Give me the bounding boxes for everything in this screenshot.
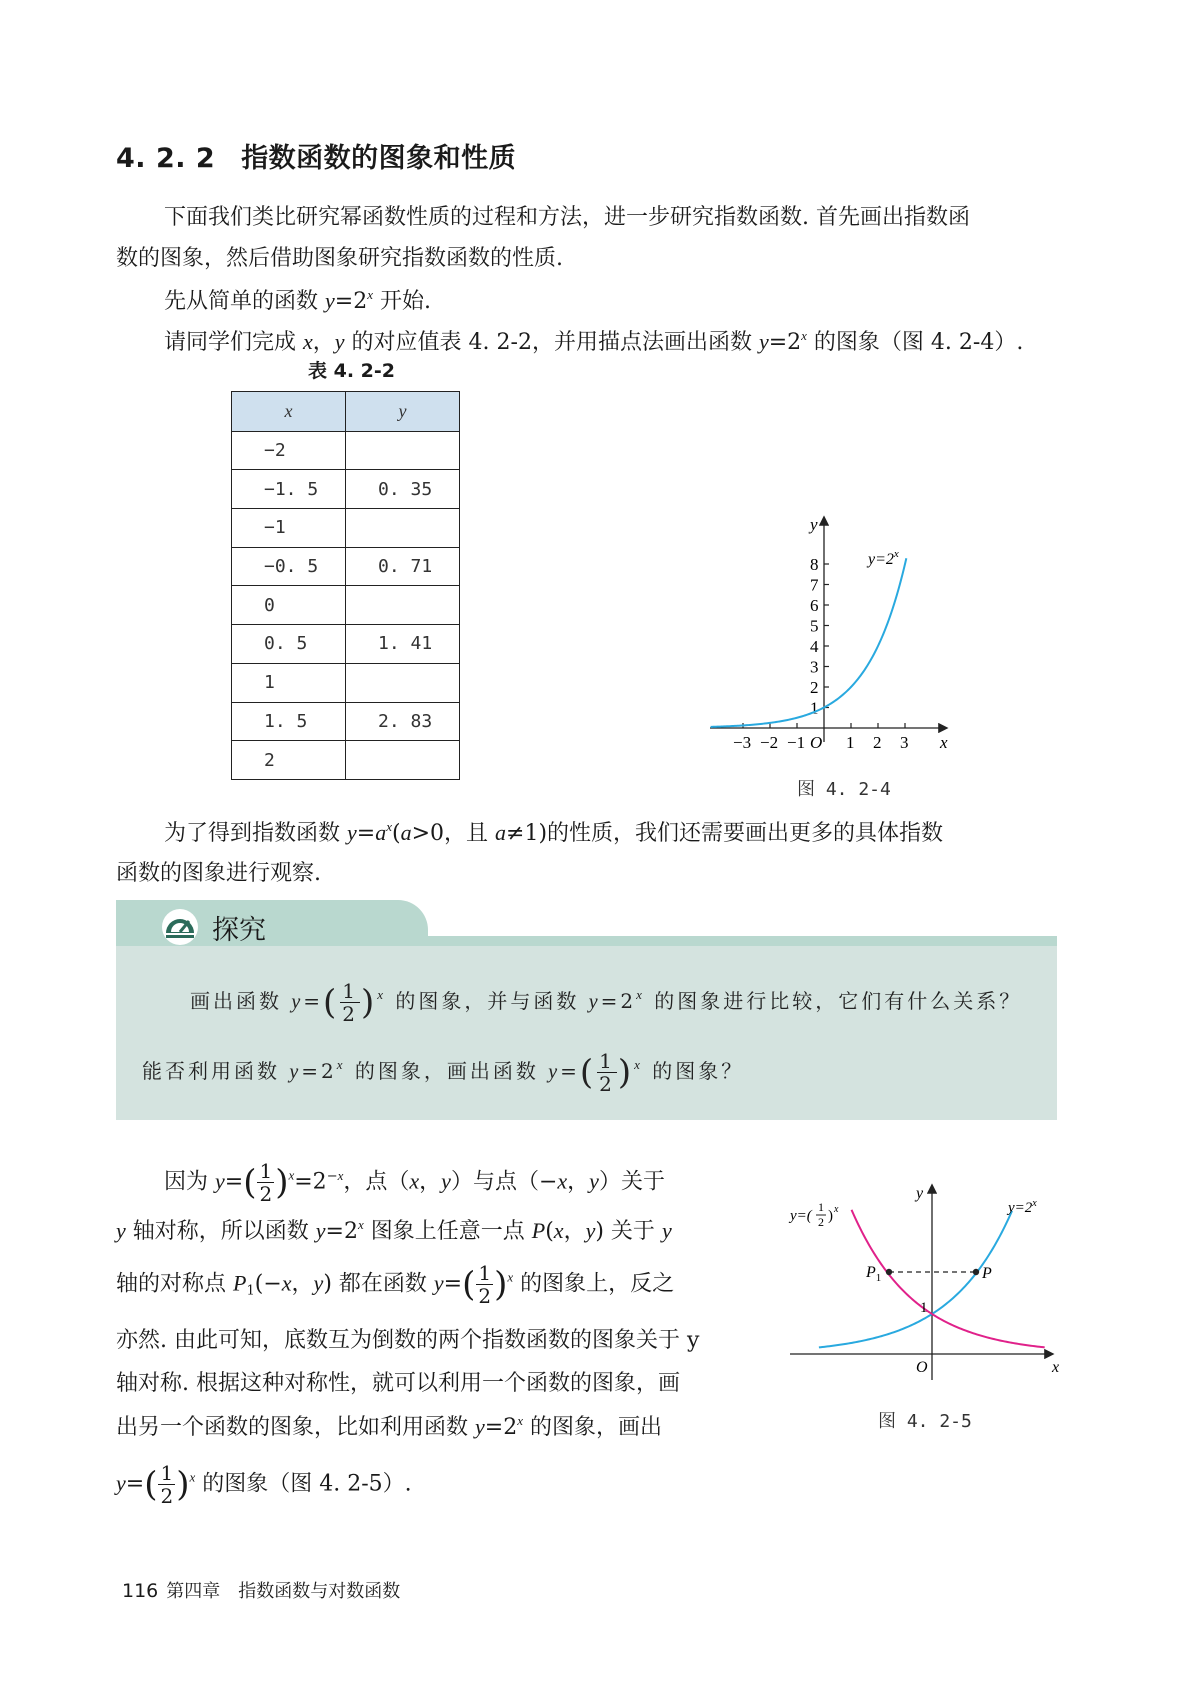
text: 为了得到指数函数 — [164, 821, 347, 846]
svg-text:): ) — [828, 1208, 833, 1224]
x-tick-label: 3 — [900, 733, 909, 752]
y-tick-label: 7 — [810, 575, 819, 595]
svg-text:1: 1 — [818, 1200, 824, 1214]
table-row — [232, 741, 460, 780]
cell: 0 — [232, 586, 346, 625]
label-half-pow-x — [788, 1200, 839, 1229]
text: 请同学们完成 — [164, 330, 303, 355]
intro-line-2: 数的图象，然后借助图象研究指数函数的性质. — [116, 246, 563, 271]
table-header-x: x — [232, 392, 346, 432]
text: 的对应值表 4. 2-2，并用描点法画出函数 — [344, 330, 759, 355]
y-tick-label: 6 — [810, 596, 819, 615]
text: 的图象（图 4. 2-4）. — [806, 330, 1024, 355]
table-row — [232, 470, 460, 509]
intro-line-3: 先从简单的函数 $y=2^x$ 开始. — [164, 287, 431, 314]
cell: −0. 5 — [232, 547, 346, 586]
cell: 0. 71 — [346, 547, 460, 586]
text: 的图象上，反之 — [513, 1271, 675, 1297]
intro-line-1: 下面我们类比研究幂函数性质的过程和方法，进一步研究指数函数. 首先画出指数函 — [164, 205, 970, 230]
reason-line-4: 亦然. 由此可知，底数互为倒数的两个指数函数的图象关于 y — [116, 1328, 700, 1353]
table-header-y: y — [346, 392, 460, 432]
y-axis-label: y — [810, 515, 818, 534]
reason-line-6: 出另一个函数的图象，比如利用函数 $y=2^x$ 的图象，画出 — [116, 1413, 662, 1440]
cell: 0. 5 — [232, 625, 346, 664]
text: 开始. — [379, 289, 431, 314]
label-p: P — [982, 1265, 992, 1282]
figure-4-2-4 — [700, 510, 970, 760]
figure-4-2-4-caption: 图 4. 2-4 — [797, 779, 891, 800]
cell: 1. 5 — [232, 702, 346, 741]
x-tick-label: 1 — [846, 733, 855, 752]
text: 出另一个函数的图象，比如利用函数 — [116, 1415, 475, 1440]
intro-line-4: 请同学们完成 x，y 的对应值表 4. 2-2，并用描点法画出函数 $y=2^x$ 的图象（图 4. 2-4）. — [164, 328, 1024, 355]
cell: 1. 41 — [346, 625, 460, 664]
reason-line-3: 轴的对称点 $P_1(-x$，y) 都在函数 y=( $\frac{1}{2}$ )$^x$ 的图象上，反之 — [116, 1261, 675, 1308]
text: 先从简单的函数 — [164, 289, 325, 314]
text: 的图象，画出 — [522, 1415, 662, 1440]
figure-4-2-5-caption: 图 4. 2-5 — [878, 1411, 972, 1432]
label-one: 1 — [920, 1300, 928, 1316]
text: ，点（ — [343, 1169, 410, 1195]
explore-title: 探究 — [212, 915, 266, 946]
explore-question-2: 能否利用函数 $y=2^x$ 的图象，画出函数 y=( $\frac{1}{2}$ )$^x$ 的图象？ — [142, 1049, 745, 1096]
reason-line-7: y=( $\frac{1}{2}$ )$^x$ 的图象（图 4. 2-5）. — [116, 1461, 412, 1508]
curve-label: $y=2^x$ — [868, 548, 899, 568]
y-tick-label: 2 — [810, 678, 819, 697]
table-row — [232, 547, 460, 586]
tick-marks — [733, 555, 909, 752]
label-p1: $P_1$ — [866, 1264, 882, 1284]
point-p — [973, 1269, 979, 1275]
text: 轴对称，所以函数 — [125, 1219, 316, 1244]
section-heading — [116, 136, 516, 175]
page-number: 116 — [122, 1580, 159, 1602]
table-row — [232, 702, 460, 741]
cell — [346, 431, 460, 470]
y-tick-label: 8 — [810, 555, 819, 574]
x-tick-label: −1 — [787, 733, 806, 752]
text: 的图象，并与函数 — [386, 989, 589, 1013]
y-tick-label: 3 — [810, 657, 819, 677]
text: 图象上任意一点 — [363, 1219, 532, 1244]
y-axis-label: y — [916, 1185, 924, 1202]
table-caption: 表 4. 2-2 — [308, 360, 395, 382]
chapter-title: 第四章 指数函数与对数函数 — [166, 1581, 401, 1602]
text: 画出函数 — [190, 989, 292, 1013]
explore-gauge-icon — [160, 907, 200, 947]
value-table — [231, 391, 460, 780]
text: 都在函数 — [331, 1271, 434, 1297]
cell — [346, 509, 460, 548]
exp-curve — [711, 558, 907, 727]
x-axis-label: x — [1052, 1359, 1060, 1376]
origin-label: O — [916, 1359, 928, 1376]
section-title: 指数函数的图象和性质 — [241, 143, 517, 174]
reason-line-1: 因为 y=( $\frac{1}{2}$ )$^x=2^{-x}$，点（x，y）与点（−x，y）关于 — [164, 1159, 665, 1206]
cell: 2 — [232, 741, 346, 780]
text: 的图象进行比较，它们有什么关系？ — [644, 989, 1023, 1013]
table-row — [232, 509, 460, 548]
x-tick-label: 2 — [873, 733, 882, 752]
reason-line-2: y 轴对称，所以函数 $y=2^x$ 图象上任意一点 P(x，y) 关于 y — [116, 1217, 672, 1244]
cell — [346, 741, 460, 780]
cell: −2 — [232, 431, 346, 470]
text: 因为 — [164, 1169, 215, 1195]
text: 能否利用函数 — [142, 1059, 290, 1083]
point-p1 — [886, 1269, 892, 1275]
cell: 2. 83 — [346, 702, 460, 741]
text: 轴的对称点 — [116, 1271, 233, 1297]
table-row — [232, 431, 460, 470]
y-tick-label: 1 — [810, 698, 819, 718]
text: 的图象？ — [642, 1059, 745, 1083]
purpose-line-2: 函数的图象进行观察. — [116, 861, 321, 886]
table-row — [232, 625, 460, 664]
text: ）与点（ — [450, 1169, 539, 1195]
page-footer — [122, 1577, 400, 1603]
label-2-pow-x: $y=2^x$ — [1008, 1198, 1037, 1216]
figure-4-2-5 — [780, 1180, 1070, 1390]
x-tick-label: −3 — [733, 733, 752, 752]
x-axis-label: x — [940, 733, 948, 752]
cell — [346, 586, 460, 625]
cell: −1. 5 — [232, 470, 346, 509]
origin-label: O — [810, 733, 823, 752]
svg-text:y=(: y=( — [790, 1208, 812, 1224]
table-row — [232, 586, 460, 625]
text: 的图象，画出函数 — [345, 1059, 549, 1083]
y-tick-label: 5 — [810, 616, 819, 636]
section-number: 4. 2. 2 — [116, 143, 216, 174]
table-row — [232, 663, 460, 702]
explore-question-1: 画出函数 y=( $\frac{1}{2}$ )$^x$ 的图象，并与函数 $y=2^x$ 的图象进行比较，它们有什么关系？ — [190, 979, 1023, 1026]
text: 的图象（图 4. 2-5）. — [195, 1471, 412, 1497]
cell: 1 — [232, 663, 346, 702]
text: ）关于 — [598, 1169, 665, 1195]
purpose-line-1: 为了得到指数函数 $y=a^x(a>0$，且 a≠1)的性质，我们还需要画出更多的具体指数 — [164, 819, 944, 846]
text: 关于 — [603, 1219, 662, 1244]
reason-line-5: 轴对称. 根据这种对称性，就可以利用一个函数的图象，画 — [116, 1371, 680, 1396]
svg-text:2: 2 — [818, 1215, 824, 1229]
y-tick-label: 4 — [810, 637, 819, 656]
text: 的性质，我们还需要画出更多的具体指数 — [547, 821, 944, 846]
cell: −1 — [232, 509, 346, 548]
cell — [346, 663, 460, 702]
cell: 0. 35 — [346, 470, 460, 509]
svg-text:x: x — [834, 1204, 839, 1215]
x-tick-label: −2 — [760, 733, 779, 752]
